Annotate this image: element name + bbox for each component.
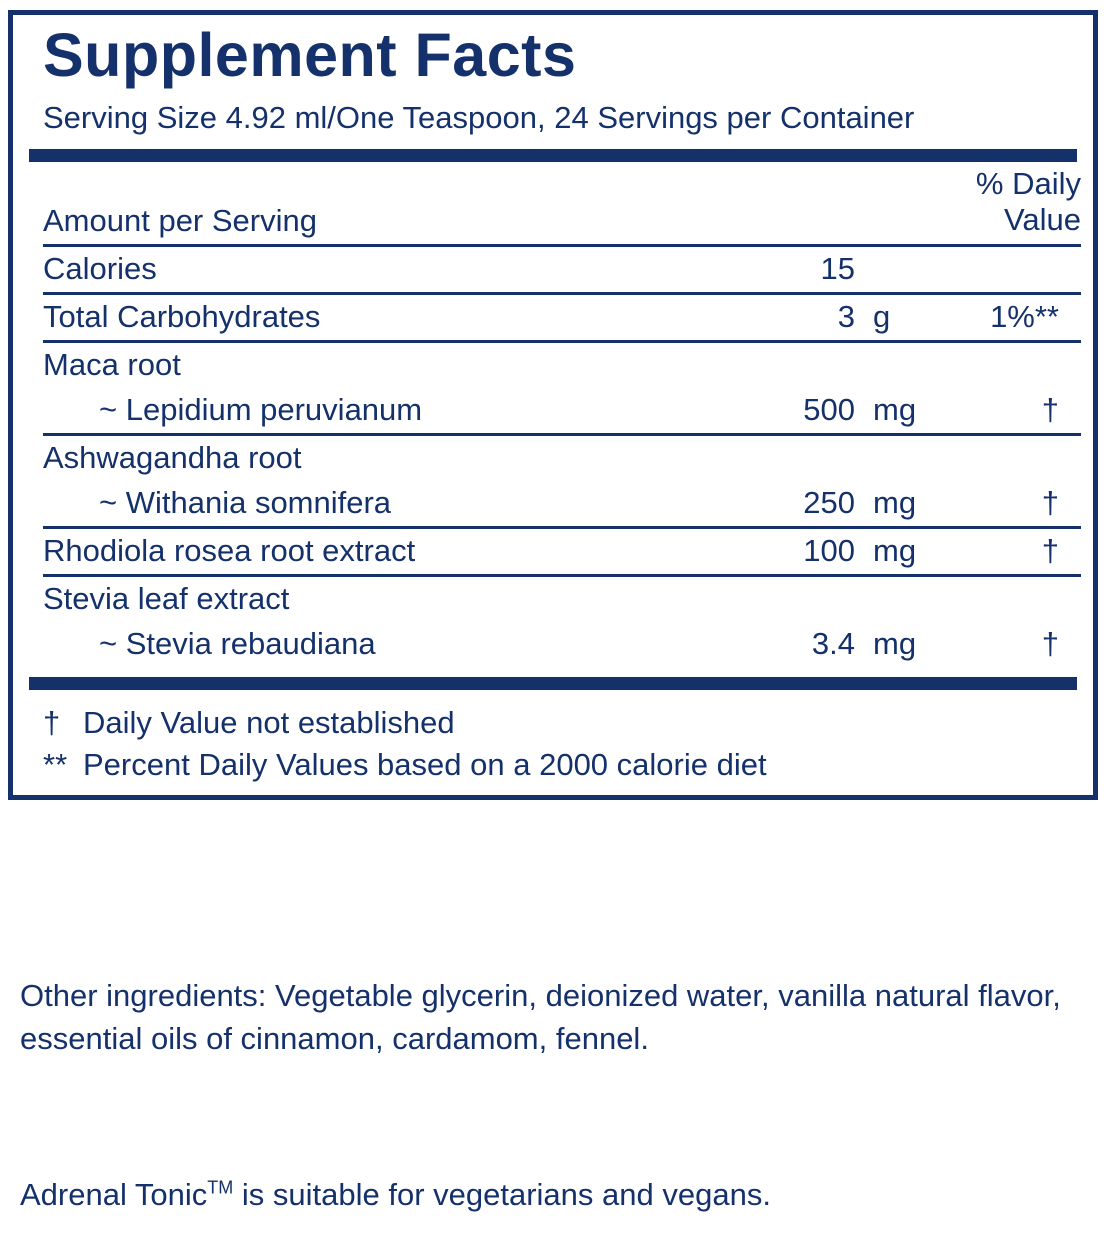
nutrient-name: Total Carbohydrates [43, 293, 663, 341]
table-row [43, 481, 1081, 528]
nutrition-table [43, 162, 1081, 667]
table-row [43, 575, 1081, 622]
table-row [43, 527, 1081, 575]
nutrient-unit [863, 575, 941, 622]
footnote-text: Percent Daily Values based on a 2000 calorie diet [83, 746, 767, 782]
nutrient-dv: 1%** [941, 293, 1081, 341]
footnote-text: Daily Value not established [83, 704, 455, 740]
table-row [43, 622, 1081, 667]
nutrient-dv [941, 575, 1081, 622]
table-row [43, 388, 1081, 435]
nutrient-unit: g [863, 293, 941, 341]
footnotes [43, 702, 1077, 786]
nutrient-amount: 100 [663, 527, 863, 575]
nutrient-amount [663, 575, 863, 622]
nutrient-unit: mg [873, 625, 917, 661]
nutrient-unit [863, 341, 941, 388]
page-title: Supplement Facts [43, 21, 577, 89]
nutrient-amount: 250 [663, 481, 863, 528]
nutrient-name: Rhodiola rosea root extract [43, 527, 663, 575]
nutrient-name: ~ Withania somnifera [43, 481, 663, 528]
table-row [43, 293, 1081, 341]
nutrient-amount: 500 [663, 388, 863, 435]
table-row [43, 341, 1081, 388]
nutrient-name: Maca root [43, 346, 181, 382]
nutrient-unit: mg [863, 388, 941, 435]
divider-thick-top [29, 149, 1077, 162]
nutrient-amount [663, 434, 863, 481]
footnote-mark: ** [43, 746, 68, 782]
trademark-symbol: TM [207, 1177, 234, 1198]
footnote-mark: † [43, 704, 61, 740]
other-ingredients-text: Other ingredients: Vegetable glycerin, deionized water, vanilla natural flavor, essential oils of cinnamon, cardamom, fennel. [20, 978, 1061, 1056]
nutrient-dv: † [941, 527, 1081, 575]
nutrient-dv: † [941, 388, 1081, 435]
nutrient-amount [663, 341, 863, 388]
suitability-statement [20, 1175, 771, 1215]
nutrient-dv [941, 341, 1081, 388]
nutrient-unit [863, 245, 941, 293]
table-row [43, 434, 1081, 481]
nutrient-dv [941, 434, 1081, 481]
nutrient-amount: 15 [663, 245, 863, 293]
suitability-text: is suitable for vegetarians and vegans. [233, 1177, 771, 1212]
footnote-asterisk [43, 744, 1077, 786]
nutrient-name: Ashwagandha root [43, 439, 302, 475]
nutrient-unit: mg [863, 527, 941, 575]
nutrient-name: Calories [43, 245, 663, 293]
dv-header-line1: % Daily [975, 165, 1081, 201]
dv-header-line2: Value [1004, 202, 1081, 238]
nutrient-dv: † [1041, 625, 1059, 661]
footnote-dagger [43, 702, 1077, 744]
nutrient-name: ~ Lepidium peruvianum [43, 388, 663, 435]
nutrient-name: ~ Stevia rebaudiana [99, 625, 376, 661]
nutrient-amount: 3.4 [811, 625, 855, 661]
nutrient-dv: † [941, 481, 1081, 528]
divider-thick-bottom [29, 677, 1077, 690]
supplement-facts-panel [8, 10, 1098, 800]
product-name: Adrenal Tonic [20, 1177, 208, 1212]
daily-value-header [941, 162, 1081, 246]
nutrient-unit [863, 434, 941, 481]
nutrient-name: Stevia leaf extract [43, 580, 290, 616]
nutrient-unit: mg [863, 481, 941, 528]
amount-per-serving-header: Amount per Serving [43, 162, 663, 246]
table-header-row [43, 162, 1081, 246]
nutrient-amount: 3 [663, 293, 863, 341]
table-row [43, 245, 1081, 293]
serving-size-text: Serving Size 4.92 ml/One Teaspoon, 24 Servings per Container [43, 100, 915, 136]
nutrient-dv [941, 245, 1081, 293]
